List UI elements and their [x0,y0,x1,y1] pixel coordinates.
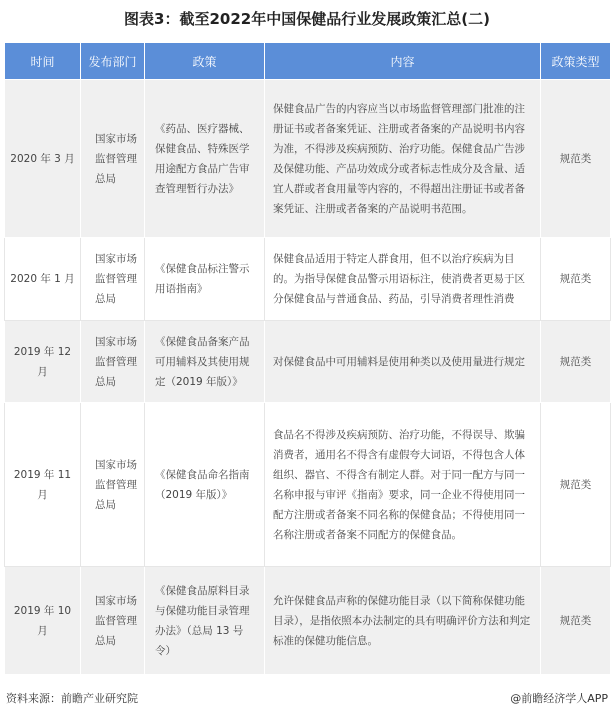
cell-content: 允许保健食品声称的保健功能目录（以下简称保健功能目录），是指依照本办法制定的具有明确评价方法和判定标准的保健功能信息。 [265,567,541,675]
header-time: 时间 [5,43,81,80]
cell-type: 规范类 [541,321,611,403]
table-row [5,238,611,321]
cell-dept: 国家市场监督管理总局 [81,321,145,403]
page-title: 图表3：截至2022年中国保健品行业发展政策汇总(二) [124,10,490,28]
cell-time: 2019 年 10 月 [5,567,81,675]
cell-content: 保健食品广告的内容应当以市场监督管理部门批准的注册证书或者备案凭证、注册或者备案的产品说明书内容为准，不得涉及疾病预防、治疗功能。保健食品广告涉及保健功能、产品功效成分或者标志性成分及含量、适宜人群或者食用量等内容的，不得超出注册证书或者备案凭证、注册或者备案的产品说明书范围。 [265,80,541,238]
cell-dept: 国家市场监督管理总局 [81,403,145,567]
cell-policy: 《保健食品原料目录与保健功能目录管理办法》（总局 13 号令） [145,567,265,675]
cell-dept: 国家市场监督管理总局 [81,80,145,238]
table-header-row [5,43,611,80]
cell-time: 2019 年 12 月 [5,321,81,403]
cell-content: 食品名不得涉及疾病预防、治疗功能，不得误导、欺骗消费者，通用名不得含有虚假夸大词语，不得包含人体组织、器官、不得含有制定人群。对于同一配方与同一名称申报与审评《指南》要求，同一企业不得使用同一配方注册或者备案不同名称的保健食品；不得使用同一名称注册或者备案不同配方的保健食品。 [265,403,541,567]
source-note: 资料来源：前瞻产业研究院 [6,692,138,705]
cell-policy: 《保健食品备案产品可用辅料及其使用规定（2019 年版）》 [145,321,265,403]
brand-credit: @前瞻经济学人APP [510,692,608,705]
cell-type: 规范类 [541,403,611,567]
table-row [5,403,611,567]
cell-type: 规范类 [541,80,611,238]
cell-time: 2020 年 1 月 [5,238,81,321]
cell-content: 对保健食品中可用辅料是使用种类以及使用量进行规定 [265,321,541,403]
cell-policy: 《保健食品标注警示用语指南》 [145,238,265,321]
cell-type: 规范类 [541,238,611,321]
policy-table [4,42,611,675]
cell-time: 2019 年 11 月 [5,403,81,567]
header-type: 政策类型 [541,43,611,80]
cell-dept: 国家市场监督管理总局 [81,238,145,321]
cell-policy: 《保健食品命名指南（2019 年版）》 [145,403,265,567]
table-row [5,321,611,403]
cell-dept: 国家市场监督管理总局 [81,567,145,675]
table-row [5,80,611,238]
header-policy: 政策 [145,43,265,80]
cell-content: 保健食品适用于特定人群食用，但不以治疗疾病为目的。为指导保健食品警示用语标注，使消费者更易于区分保健食品与普通食品、药品，引导消费者理性消费 [265,238,541,321]
cell-time: 2020 年 3 月 [5,80,81,238]
cell-policy: 《药品、医疗器械、保健食品、特殊医学用途配方食品广告审查管理暂行办法》 [145,80,265,238]
header-dept: 发布部门 [81,43,145,80]
cell-type: 规范类 [541,567,611,675]
header-content: 内容 [265,43,541,80]
table-row [5,567,611,675]
